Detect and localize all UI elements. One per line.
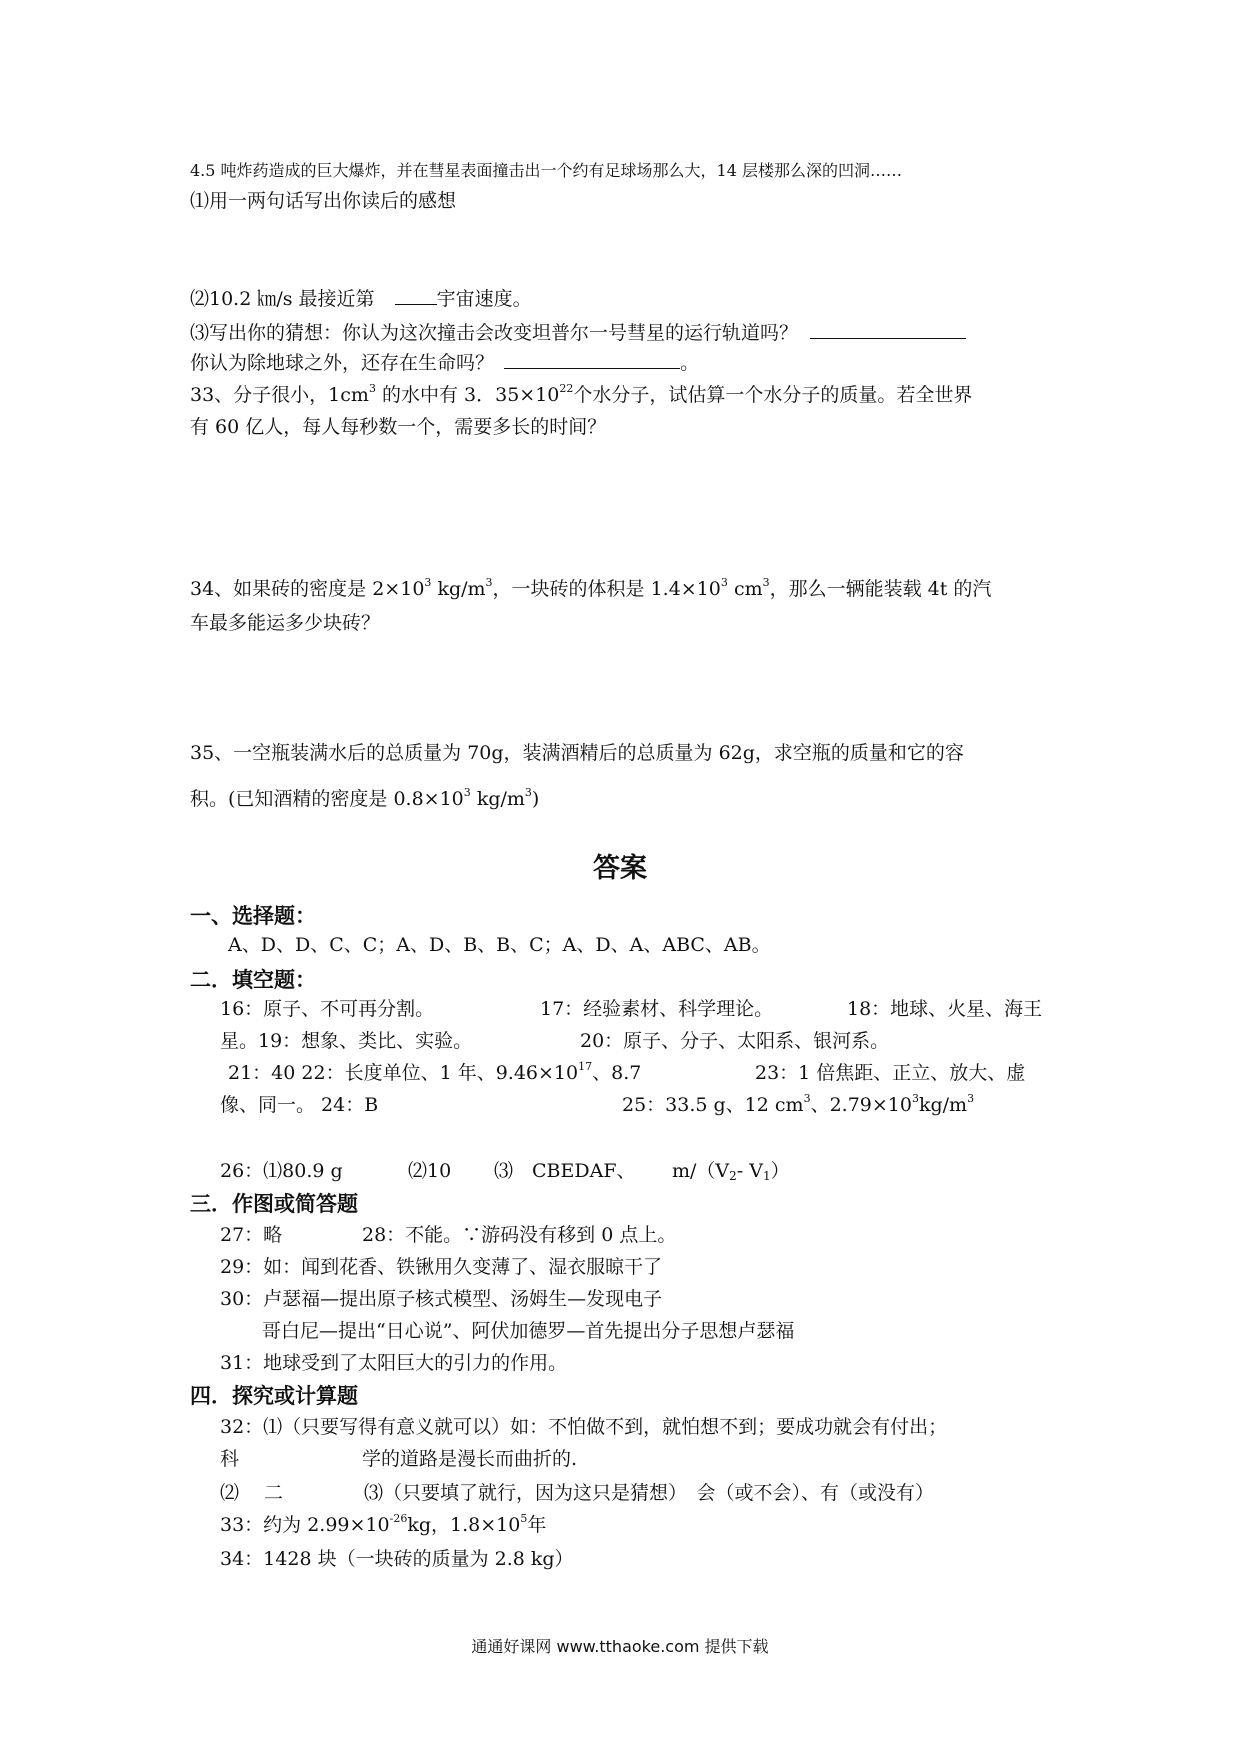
q32-part3-blank-1 (810, 320, 966, 339)
q34-sup-4: 3 (762, 576, 770, 589)
answer-20: 20：原子、分子、太阳系、银河系。 (580, 1030, 890, 1052)
q35-line1: 35、一空瓶装满水后的总质量为 70g，装满酒精后的总质量为 62g，求空瓶的质量和它的容 (190, 742, 964, 764)
section-fill-heading: 二．填空题： (190, 968, 316, 992)
q35-text-a: 积。(已知酒精的密度是 0.8×10 (190, 788, 464, 810)
answer-16: 16：原子、不可再分割。 (220, 998, 435, 1020)
answer-21-sup: 17 (578, 1060, 593, 1073)
answer-26-4-sub-1: 2 (729, 1169, 737, 1183)
answer-30: 30：卢瑟福—提出原子核式模型、汤姆生—发现电子 (220, 1288, 663, 1310)
q34-line2: 车最多能运多少块砖？ (190, 612, 381, 634)
answer-26-1: 26：⑴80.9 g (220, 1160, 343, 1182)
answer-21-22 (228, 1060, 641, 1086)
answer-25-text-c: kg/m (918, 1094, 968, 1116)
q33-text-b: 的水中有 3．35×10 (375, 384, 560, 406)
section-short-answer-heading: 三．作图或简答题 (190, 1192, 358, 1216)
answer-32-3: ⑶（只要填了就行，因为这只是猜想） 会（或不会）、有（或没有） (364, 1482, 935, 1504)
q34-line1 (190, 576, 991, 602)
q33-sup-b: 22 (559, 382, 574, 395)
q35-sup-2: 3 (524, 786, 532, 799)
section-choice-heading: 一、选择题： (190, 904, 316, 928)
q32-part3-text: ⑶写出你的猜想：你认为这次撞击会改变坦普尔一号彗星的运行轨道吗？ (190, 322, 799, 344)
q34-text-c: ，一块砖的体积是 1.4×10 (492, 578, 721, 600)
answer-title: 答案 (593, 853, 647, 884)
answer-26-3: ⑶ CBEDAF、 (494, 1160, 636, 1182)
q33-line2: 有 60 亿人，每人每秒数一个，需要多长的时间？ (190, 416, 607, 438)
q32-part2-text: ⑵10.2 ㎞/s 最接近第 (190, 288, 375, 310)
answer-27: 27：略 (220, 1224, 283, 1246)
answer-26-4 (672, 1158, 790, 1184)
q32-part1: ⑴用一两句话写出你读后的感想 (190, 190, 457, 212)
q35-text-b: kg/m (470, 788, 525, 810)
q34-text-b: kg/m (431, 578, 486, 600)
q33-text-a: 33、分子很小，1cm (190, 384, 369, 406)
q35-line2 (190, 786, 539, 812)
q33-line1 (190, 382, 972, 408)
q32-part3-text-c: 。 (680, 352, 700, 374)
answer-25-text-b: 、2.79×10 (810, 1094, 912, 1116)
footer-download-note: 通通好课网 www.tthaoke.com 提供下载 (471, 1637, 769, 1656)
answer-26-4-text-b: - V (736, 1160, 763, 1182)
answer-19: 星。19：想象、类比、实验。 (220, 1030, 473, 1052)
q33-sup-a: 3 (368, 382, 376, 395)
answer-23-24: 像、同一。 24：B (220, 1094, 379, 1116)
q32-part2-text-b: 宇宙速度。 (436, 288, 532, 310)
q34-text-d: cm (727, 578, 763, 600)
answer-23: 23：1 倍焦距、正立、放大、虚 (755, 1062, 1026, 1084)
q32-part3-line2 (190, 350, 699, 376)
answer-25-sup-2: 3 (911, 1092, 919, 1105)
answer-26-2: ⑵10 (408, 1160, 452, 1182)
q33-text-c: 个水分子，试估算一个水分子的质量。若全世界 (573, 384, 973, 406)
section-calculation-heading: 四．探究或计算题 (190, 1384, 358, 1408)
answer-25-text: 25：33.5 g、12 cm (622, 1094, 804, 1116)
answer-17: 17：经验素材、科学理论。 (540, 998, 774, 1020)
answer-25 (622, 1092, 974, 1118)
answer-33-sup: -26 (389, 1512, 408, 1525)
answer-32-1: 32：⑴（只要写得有意义就可以）如：不怕做不到，就怕想不到；要成功就会有付出； (220, 1416, 948, 1438)
answer-32-1-c: 学的道路是漫长而曲折的. (362, 1448, 578, 1470)
q34-sup-3: 3 (720, 576, 728, 589)
answer-21-text-b: 、8.7 (592, 1062, 642, 1084)
answer-18: 18：地球、火星、海王 (847, 998, 1043, 1020)
answer-26-4-text-c: ） (770, 1160, 790, 1182)
answer-32-2: ⑵ 二 (220, 1482, 284, 1504)
answer-26-4-sub-2: 1 (762, 1169, 771, 1183)
answer-29: 29：如：闻到花香、铁锹用久变薄了、湿衣服晾干了 (220, 1256, 663, 1278)
q34-sup-1: 3 (424, 576, 432, 589)
answer-34: 34：1428 块（一块砖的质量为 2.8 kg） (220, 1548, 574, 1570)
answer-33-sup-2: 5 (520, 1512, 528, 1525)
answer-30-line2: 哥白尼—提出“日心说”、阿伏加德罗—首先提出分子思想卢瑟福 (262, 1320, 795, 1342)
q32-intro-text: 4.5 吨炸药造成的巨大爆炸，并在彗星表面撞击出一个约有足球场那么大，14 层楼那么深的凹洞…… (190, 161, 902, 180)
q34-text-e: ，那么一辆能装载 4t 的汽 (769, 578, 992, 600)
answer-31: 31：地球受到了太阳巨大的引力的作用。 (220, 1352, 568, 1374)
answer-26-4-text: m/（V (672, 1160, 730, 1182)
answer-33-text: 33：约为 2.99×10 (220, 1514, 390, 1536)
answer-25-sup-3: 3 (967, 1092, 975, 1105)
q34-text-a: 34、如果砖的密度是 2×10 (190, 578, 425, 600)
answer-25-sup-1: 3 (803, 1092, 811, 1105)
q32-part3-text-b: 你认为除地球之外，还存在生命吗？ (190, 352, 495, 374)
answer-33-text-b: kg，1.8×10 (407, 1514, 521, 1536)
q32-part2 (190, 286, 532, 312)
q35-text-c: ) (531, 788, 540, 810)
q35-sup-1: 3 (463, 786, 471, 799)
answer-33 (220, 1512, 546, 1538)
answer-21-text: 21：40 22：长度单位、1 年、9.46×10 (228, 1062, 579, 1084)
q34-sup-2: 3 (485, 576, 493, 589)
q32-part2-blank (395, 286, 437, 305)
q32-part3-blank-2 (504, 350, 680, 369)
q32-part3 (190, 320, 966, 346)
answer-28: 28：不能。∵游码没有移到 0 点上。 (362, 1224, 677, 1246)
answer-32-1-b: 科 (220, 1448, 240, 1470)
choice-answers: A、D、D、C、C；A、D、B、B、C；A、D、A、ABC、AB。 (228, 934, 771, 956)
answer-33-text-c: 年 (527, 1514, 547, 1536)
